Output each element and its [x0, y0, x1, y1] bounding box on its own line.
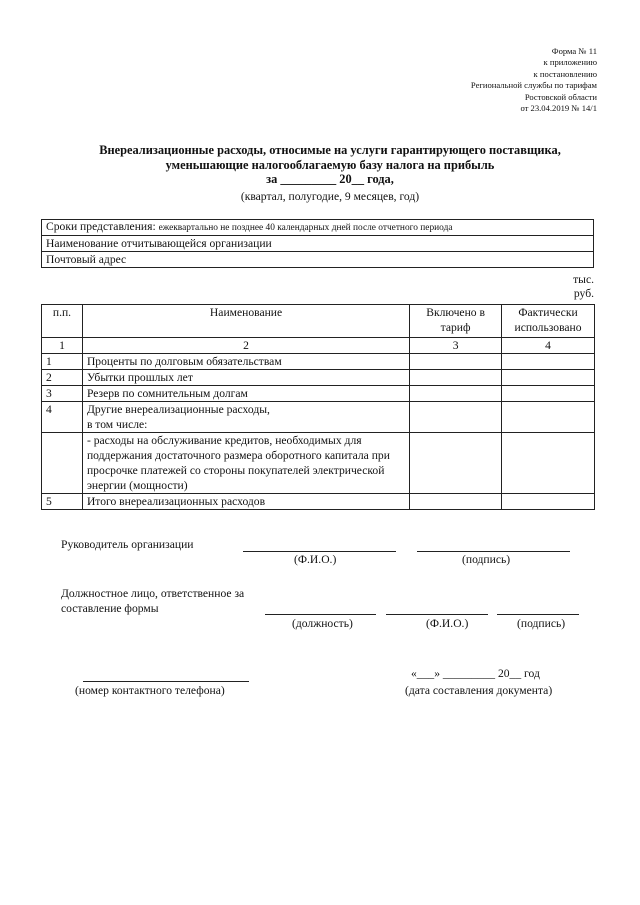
- signature2-line[interactable]: [497, 614, 579, 615]
- row-name: Резерв по сомнительным долгам: [82, 386, 409, 402]
- tariff-cell[interactable]: [410, 386, 502, 402]
- header-line: от 23.04.2019 № 14/1: [520, 103, 597, 114]
- period-subtitle: (квартал, полугодие, 9 месяцев, год): [240, 190, 420, 203]
- row-name: - расходы на обслуживание кредитов, необходимых для поддержания достаточного размера оборотного капитала при просрочке платежей со стороны покупателей электрической энергии (мощности): [82, 433, 409, 494]
- fio2-line[interactable]: [386, 614, 488, 615]
- org-name-row: [42, 236, 594, 252]
- position-line[interactable]: [265, 614, 376, 615]
- table-header-row: [42, 305, 595, 338]
- header-line: Ростовской области: [524, 91, 597, 102]
- col-number: 4: [502, 338, 595, 354]
- row-name: Итого внереализационных расходов: [82, 494, 409, 510]
- table-row: [42, 402, 595, 433]
- actual-cell[interactable]: [502, 433, 595, 494]
- form-header: [471, 46, 597, 114]
- col-number: 1: [42, 338, 83, 354]
- page-title: [40, 143, 620, 187]
- units-line-2: руб.: [573, 287, 594, 300]
- units-label: [573, 273, 594, 301]
- deadline-label: Сроки представления:: [46, 220, 156, 233]
- row-name: Другие внереализационные расходы, в том числе:: [82, 402, 409, 433]
- table-row: [42, 354, 595, 370]
- head-signature-line[interactable]: [417, 551, 570, 552]
- col-header-actual: Фактически использовано: [502, 305, 595, 338]
- table-row: [42, 386, 595, 402]
- phone-line[interactable]: [83, 681, 249, 682]
- info-table: [41, 219, 594, 268]
- actual-cell[interactable]: [502, 402, 595, 433]
- actual-cell[interactable]: [502, 494, 595, 510]
- header-line: к постановлению: [533, 68, 597, 79]
- row-num: 4: [42, 402, 83, 433]
- table-row-total: [42, 494, 595, 510]
- responsible-label-2: составление формы: [61, 602, 159, 615]
- col-header-num: п.п.: [42, 305, 83, 338]
- table-row: [42, 433, 595, 494]
- row-num: 3: [42, 386, 83, 402]
- fio-caption: (Ф.И.О.): [294, 553, 337, 566]
- address-row: [42, 252, 594, 268]
- actual-cell[interactable]: [502, 354, 595, 370]
- row-name: Проценты по долговым обязательствам: [82, 354, 409, 370]
- row-num: [42, 433, 83, 494]
- row-name: Убытки прошлых лет: [82, 370, 409, 386]
- table-row: [42, 370, 595, 386]
- actual-cell[interactable]: [502, 386, 595, 402]
- head-fio-line[interactable]: [243, 551, 396, 552]
- row-num: 2: [42, 370, 83, 386]
- tariff-cell[interactable]: [410, 402, 502, 433]
- expenses-table: [41, 304, 595, 510]
- tariff-cell[interactable]: [410, 370, 502, 386]
- col-header-name: Наименование: [82, 305, 409, 338]
- head-label: Руководитель организации: [61, 538, 194, 551]
- header-line: Региональной службы по тарифам: [470, 80, 597, 91]
- signature2-caption: (подпись): [517, 617, 566, 630]
- title-line-1: Внереализационные расходы, относимые на услуги гарантирующего поставщика,: [99, 143, 561, 157]
- date-caption: (дата составления документа): [405, 684, 553, 697]
- address-field[interactable]: Почтовый адрес: [42, 252, 594, 268]
- tariff-cell[interactable]: [410, 433, 502, 494]
- tariff-cell[interactable]: [410, 354, 502, 370]
- col-header-tariff: Включено в тариф: [410, 305, 502, 338]
- tariff-cell[interactable]: [410, 494, 502, 510]
- col-number: 2: [82, 338, 409, 354]
- deadline-row: [42, 220, 594, 236]
- form-number: Форма № 11: [551, 46, 597, 56]
- date-line[interactable]: «___» _________ 20__ год: [411, 667, 540, 680]
- row-num: 5: [42, 494, 83, 510]
- actual-cell[interactable]: [502, 370, 595, 386]
- signature-caption: (подпись): [462, 553, 511, 566]
- deadline-value: ежеквартально не позднее 40 календарных дней после отчетного периода: [158, 223, 453, 233]
- phone-caption: (номер контактного телефона): [75, 684, 225, 697]
- row-num: 1: [42, 354, 83, 370]
- title-line-3: за _________ 20__ года,: [266, 172, 394, 186]
- column-numbers-row: [42, 338, 595, 354]
- units-line-1: тыс.: [573, 273, 594, 286]
- responsible-label-1: Должностное лицо, ответственное за: [61, 587, 245, 600]
- fio2-caption: (Ф.И.О.): [426, 617, 469, 630]
- col-number: 3: [410, 338, 502, 354]
- header-line: к приложению: [543, 57, 597, 68]
- org-name-field[interactable]: Наименование отчитывающейся организации: [42, 236, 594, 252]
- title-line-2: уменьшающие налогооблагаемую базу налога на прибыль: [165, 157, 495, 172]
- position-caption: (должность): [292, 617, 353, 630]
